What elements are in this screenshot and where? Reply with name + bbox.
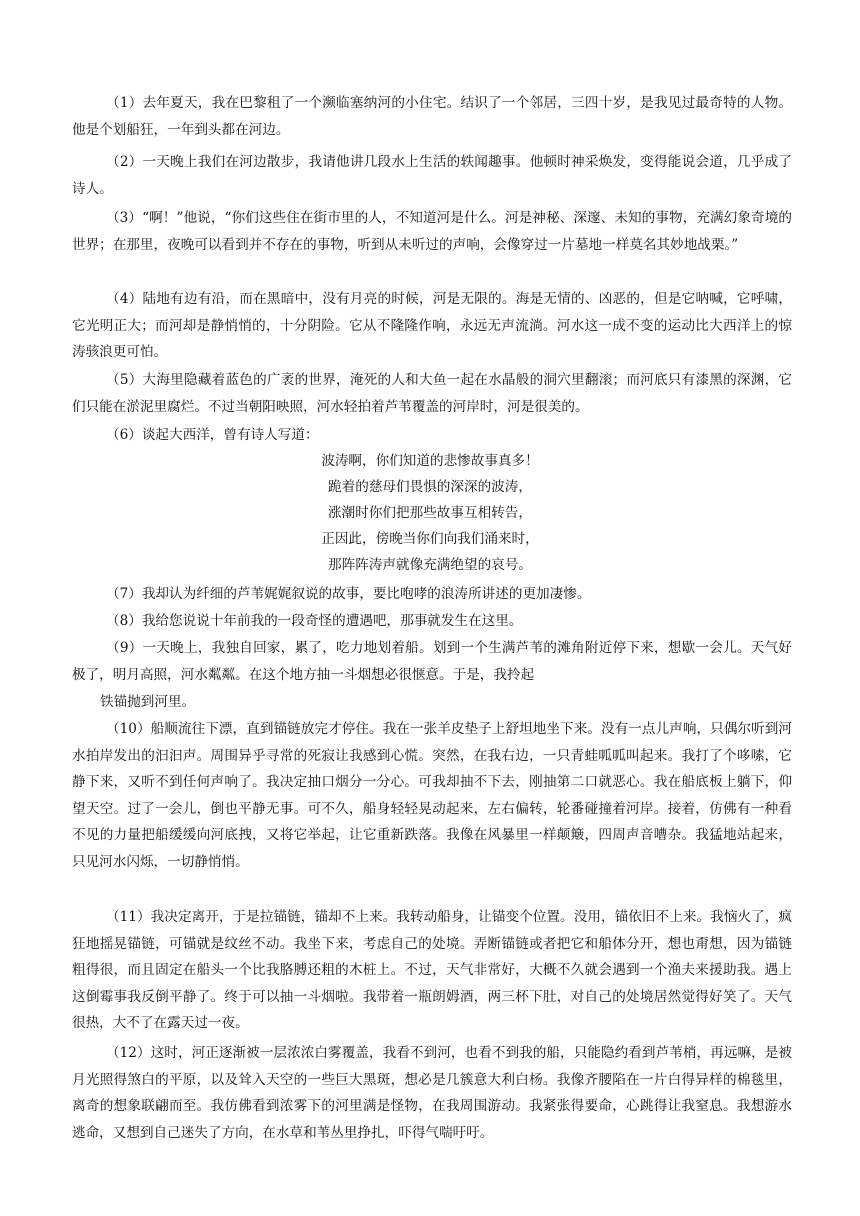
poem-line: 波涛啊，你们知道的悲惨故事真多！	[321, 453, 539, 469]
poem-line: 那阵阵涛声就像充满绝望的哀号。	[328, 557, 532, 573]
poem-line: 跪着的慈母们畏惧的深深的波涛，	[328, 479, 532, 495]
poem-line: 正因此，傍晚当你们向我们涌来时，	[321, 531, 539, 547]
paragraph-4: （4）陆地有边有沿，而在黑暗中，没有月亮的时候，河是无限的。海是无情的、凶恶的，但是它呐喊，它呼啸，它光明正大；而河却是静悄悄的，十分阴险。它从不隆隆作响，永远无声流淌。河水这一成不变的运动比大西洋上的惊涛骇浪更可怕。	[72, 291, 792, 360]
paragraph-12: （12）这时，河正逐渐被一层浓浓白雾覆盖，我看不到河，也看不到我的船，只能隐约看到芦苇梢，再远嘛，是被月光照得煞白的平原，以及耸入天空的一些巨大黑斑，想必是几簇意大利白杨。我像齐腰陷在一片白得异样的棉毯里，离奇的想象联翩而至。我仿佛看到浓雾下的河里满是怪物，在我周围游动。我紧张得要命，心跳得让我窒息。我想游水逃命，又想到自己迷失了方向，在水草和苇丛里挣扎，吓得气喘吁吁。	[72, 1045, 792, 1141]
paragraph-7: （7）我却认为纤细的芦苇娓娓叙说的故事，要比咆哮的浪涛所讲述的更加凄惨。	[106, 586, 591, 602]
paragraph-5: （5）大海里隐藏着蓝色的广袤的世界，淹死的人和大鱼一起在水晶般的洞穴里翻滚；而河底只有漆黑的深渊，它们只能在淤泥里腐烂。不过当朝阳映照，河水轻拍着芦苇覆盖的河岸时，河是很美的。	[72, 372, 792, 415]
poem-block	[0, 448, 860, 578]
poem-line: 涨潮时你们把那些故事互相转告，	[328, 505, 532, 521]
paragraph-11: （11）我决定离开，于是拉锚链，锚却不上来。我转动船身，让锚变个位置。没用，锚依旧不上来。我恼火了，疯狂地摇晃锚链，可锚就是纹丝不动。我坐下来，考虑自己的处境。弄断锚链或者把它和船体分开，想也甭想，因为锚链粗得很，而且固定在船头一个比我胳膊还粗的木桩上。不过，天气非常好，大概不久就会遇到一个渔夫来援助我。遇上这倒霉事我反倒平静了。终于可以抽一斗烟啦。我带着一瓶朗姆酒，两三杯下肚，对自己的处境居然觉得好笑了。天气很热，大不了在露天过一夜。	[72, 909, 792, 1031]
paragraph-9: （9）一天晚上，我独自回家，累了，吃力地划着船。划到一个生满芦苇的滩角附近停下来，想歇一会儿。天气好极了，明月高照，河水粼粼。在这个地方抽一斗烟想必很惬意。于是，我拎起	[72, 640, 792, 683]
paragraph-6: （6）谈起大西洋，曾有诗人写道：	[106, 427, 319, 443]
paragraph-3: （3）“啊！”他说，“你们这些住在街市里的人，不知道河是什么。河是神秘、深邃、未知的事物，充满幻象奇境的世界；在那里，夜晚可以看到并不存在的事物，听到从未听过的声响，会像穿过一片墓地一样莫名其妙地战栗。”	[72, 210, 792, 253]
paragraph-2: （2）一天晚上我们在河边散步，我请他讲几段水上生活的轶闻趣事。他顿时神采焕发，变得能说会道，几乎成了诗人。	[72, 154, 792, 197]
paragraph-8: （8）我给您说说十年前我的一段奇怪的遭遇吧，那事就发生在这里。	[106, 613, 523, 629]
paragraph-1: （1）去年夏天，我在巴黎租了一个濒临塞纳河的小住宅。结识了一个邻居，三四十岁，是我见过最奇特的人物。他是个划船狂，一年到头都在河边。	[72, 95, 792, 138]
paragraph-10: （10）船顺流往下漂，直到锚链放完才停住。我在一张羊皮垫子上舒坦地坐下来。没有一点儿声响，只偶尔听到河水拍岸发出的汩汩声。周围异乎寻常的死寂让我感到心慌。突然，在我右边，一只青蛙呱呱叫起来。我打了个哆嗦，它静下来，又听不到任何声响了。我决定抽口烟分一分心。可我却抽不下去，刚抽第二口就恶心。我在船底板上躺下，仰望天空。过了一会儿，倒也平静无事。可不久，船身轻轻晃动起来，左右偏转，轮番碰撞着河岸。接着，仿佛有一种看不见的力量把船缓缓向河底拽，又将它举起，让它重新跌落。我像在风暴里一样颠簸，四周声音嘈杂。我猛地站起来，只见河水闪烁，一切静悄悄。	[72, 721, 792, 870]
paragraph-9-continuation: 铁锚抛到河里。	[100, 694, 196, 710]
